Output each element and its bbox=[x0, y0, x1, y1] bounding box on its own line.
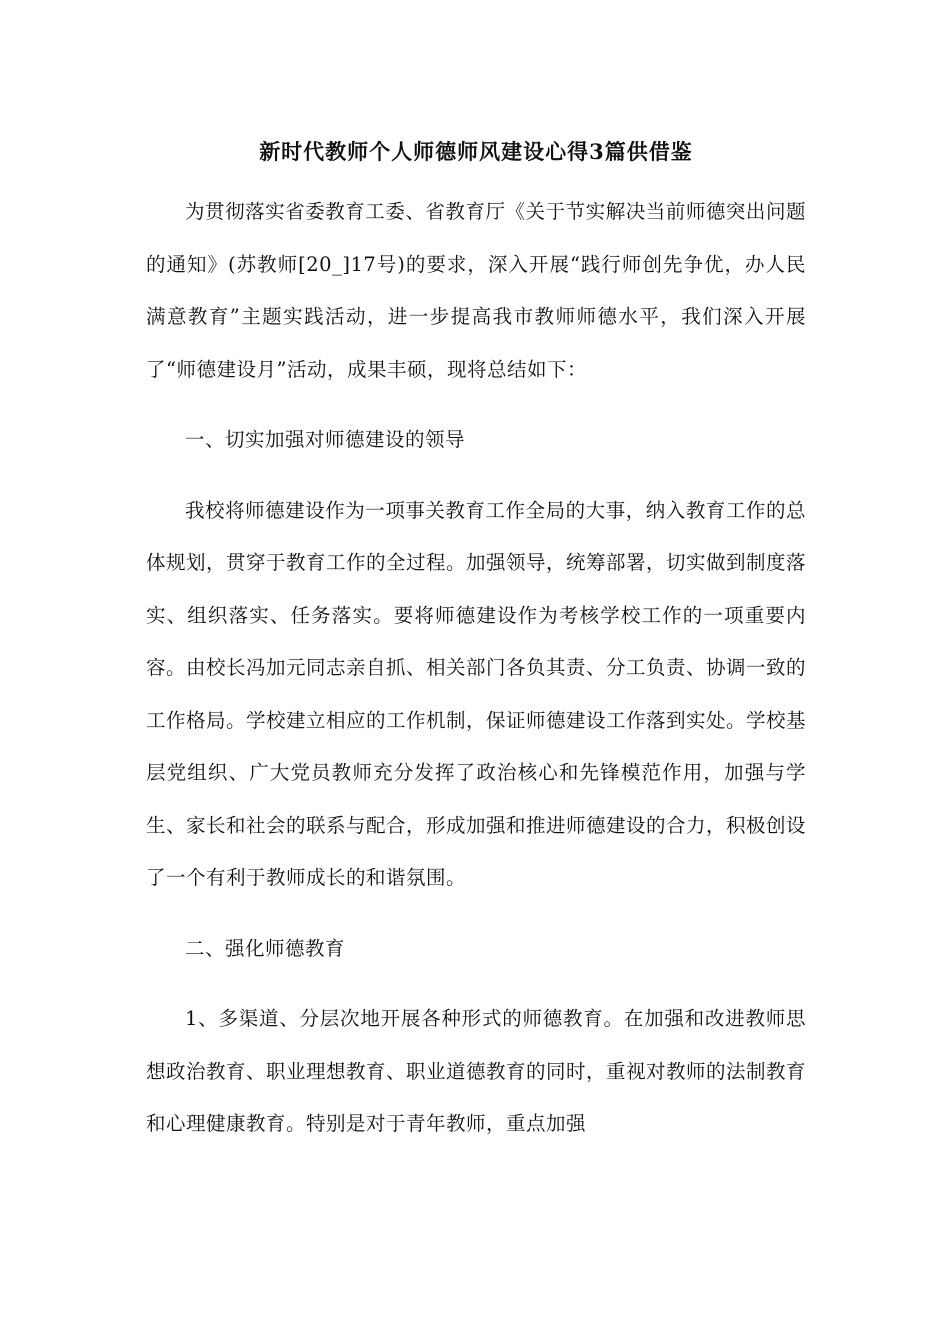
intro-paragraph: 为贯彻落实省委教育工委、省教育厅《关于节实解决当前师德突出问题的通知》(苏教师[20_]17号)的要求，深入开展“践行师创先争优，办人民满意教育”主题实践活动，进一步提高我市教师师德水平，我们深入开展了“师德建设月”活动，成果丰硕，现将总结如下： bbox=[146, 200, 806, 381]
section-1-heading: 一、切实加强对师德建设的领导 bbox=[185, 428, 466, 451]
section-2-paragraph: 1、多渠道、分层次地开展各种形式的师德教育。在加强和改进教师思想政治教育、职业理想教育、职业道德教育的同时，重视对教师的法制教育和心理健康教育。特别是对于青年教师，重点加强 bbox=[146, 1007, 807, 1135]
paragraph-gap bbox=[146, 467, 806, 485]
paragraph-gap bbox=[146, 396, 806, 414]
document-body bbox=[146, 132, 806, 1151]
document-title: 新时代教师个人师德师风建设心得3篇供借鉴 bbox=[259, 139, 693, 164]
paragraph-gap bbox=[146, 905, 806, 923]
paragraph-gap bbox=[146, 975, 806, 993]
section-2-heading: 二、强化师德教育 bbox=[185, 936, 346, 960]
section-1-paragraph: 我校将师德建设作为一项事关教育工作全局的大事，纳入教育工作的总体规划，贯穿于教育工作的全过程。加强领导，统筹部署，切实做到制度落实、组织落实、任务落实。要将师德建设作为考核学校工作的一项重要内容。由校长冯加元同志亲自抓、相关部门各负其责、分工负责、协调一致的工作格局。学校建立相应的工作机制，保证师德建设工作落到实处。学校基层党组织、广大党员教师充分发挥了政治核心和先锋模范作用，加强与学生、家长和社会的联系与配合，形成加强和推进师德建设的合力，积极创设了一个有利于教师成长的和谐氛围。 bbox=[146, 498, 807, 889]
